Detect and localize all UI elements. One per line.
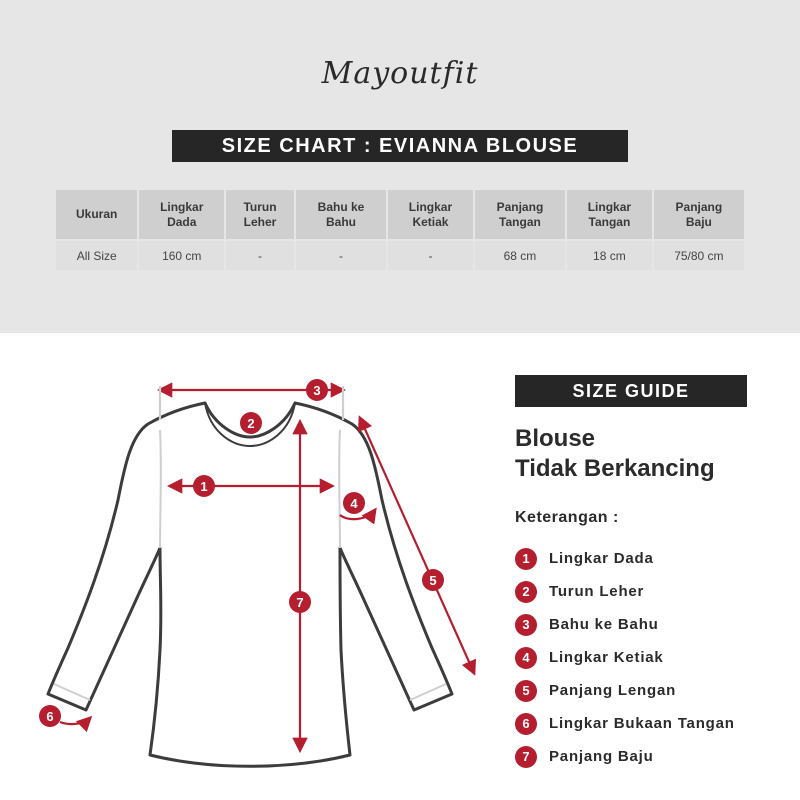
badge-1 — [193, 475, 215, 497]
svg-text:1: 1 — [200, 479, 208, 494]
blouse-outline — [48, 403, 452, 766]
cell-ukuran: All Size — [56, 241, 137, 270]
badge-3 — [306, 379, 328, 401]
svg-text:6: 6 — [46, 709, 54, 724]
legend-label: Lingkar Dada — [549, 550, 654, 567]
header-panjang-baju: Panjang Baju — [654, 190, 744, 239]
legend-number-1: 1 — [515, 548, 537, 570]
brand-logo: Mayoutfit — [321, 56, 479, 91]
measurement-lines — [60, 386, 474, 750]
table-header-row — [56, 190, 744, 239]
list-item — [515, 575, 735, 608]
size-chart-title: SIZE CHART : EVIANNA BLOUSE — [172, 130, 628, 162]
header-panjang-tangan: Panjang Tangan — [475, 190, 565, 239]
cell-lingkar-tangan: 18 cm — [567, 241, 652, 270]
garment-title-line2: Tidak Berkancing — [515, 455, 715, 482]
list-item — [515, 740, 735, 773]
legend-number-7: 7 — [515, 746, 537, 768]
svg-text:3: 3 — [313, 383, 321, 398]
table-row — [56, 241, 744, 270]
legend-number-6: 6 — [515, 713, 537, 735]
legend-heading: Keterangan : — [515, 509, 619, 526]
header-lingkar-ketiak: Lingkar Ketiak — [388, 190, 473, 239]
legend-label: Panjang Baju — [549, 748, 654, 765]
legend-label: Panjang Lengan — [549, 682, 677, 699]
cell-lingkar-ketiak: - — [388, 241, 473, 270]
garment-title-line1: Blouse — [515, 425, 596, 452]
legend-label: Lingkar Bukaan Tangan — [549, 715, 735, 732]
badge-5 — [422, 569, 444, 591]
badge-6 — [39, 705, 61, 727]
cell-turun-leher: - — [226, 241, 294, 270]
badge-2 — [240, 412, 262, 434]
legend-number-4: 4 — [515, 647, 537, 669]
badge-7 — [289, 591, 311, 613]
cell-panjang-baju: 75/80 cm — [654, 241, 744, 270]
svg-text:2: 2 — [247, 416, 255, 431]
header-turun-leher: Turun Leher — [226, 190, 294, 239]
measurement-legend — [515, 542, 735, 773]
size-table — [54, 188, 746, 272]
svg-text:5: 5 — [429, 573, 437, 588]
list-item — [515, 707, 735, 740]
cell-bahu-ke-bahu: - — [296, 241, 386, 270]
header-ukuran: Ukuran — [56, 190, 137, 239]
svg-text:4: 4 — [350, 496, 358, 511]
list-item — [515, 542, 735, 575]
cell-lingkar-dada: 160 cm — [139, 241, 224, 270]
legend-label: Lingkar Ketiak — [549, 649, 664, 666]
blouse-diagram — [0, 333, 500, 800]
list-item — [515, 608, 735, 641]
svg-text:7: 7 — [296, 595, 304, 610]
header-lingkar-tangan: Lingkar Tangan — [567, 190, 652, 239]
legend-label: Turun Leher — [549, 583, 645, 600]
legend-number-3: 3 — [515, 614, 537, 636]
list-item — [515, 641, 735, 674]
list-item — [515, 674, 735, 707]
legend-number-2: 2 — [515, 581, 537, 603]
size-chart-panel — [0, 0, 800, 333]
header-lingkar-dada: Lingkar Dada — [139, 190, 224, 239]
size-guide-header: SIZE GUIDE — [515, 375, 747, 407]
header-bahu-ke-bahu: Bahu ke Bahu — [296, 190, 386, 239]
badge-4 — [343, 492, 365, 514]
legend-label: Bahu ke Bahu — [549, 616, 659, 633]
cell-panjang-tangan: 68 cm — [475, 241, 565, 270]
garment-type-title — [515, 424, 715, 484]
legend-number-5: 5 — [515, 680, 537, 702]
